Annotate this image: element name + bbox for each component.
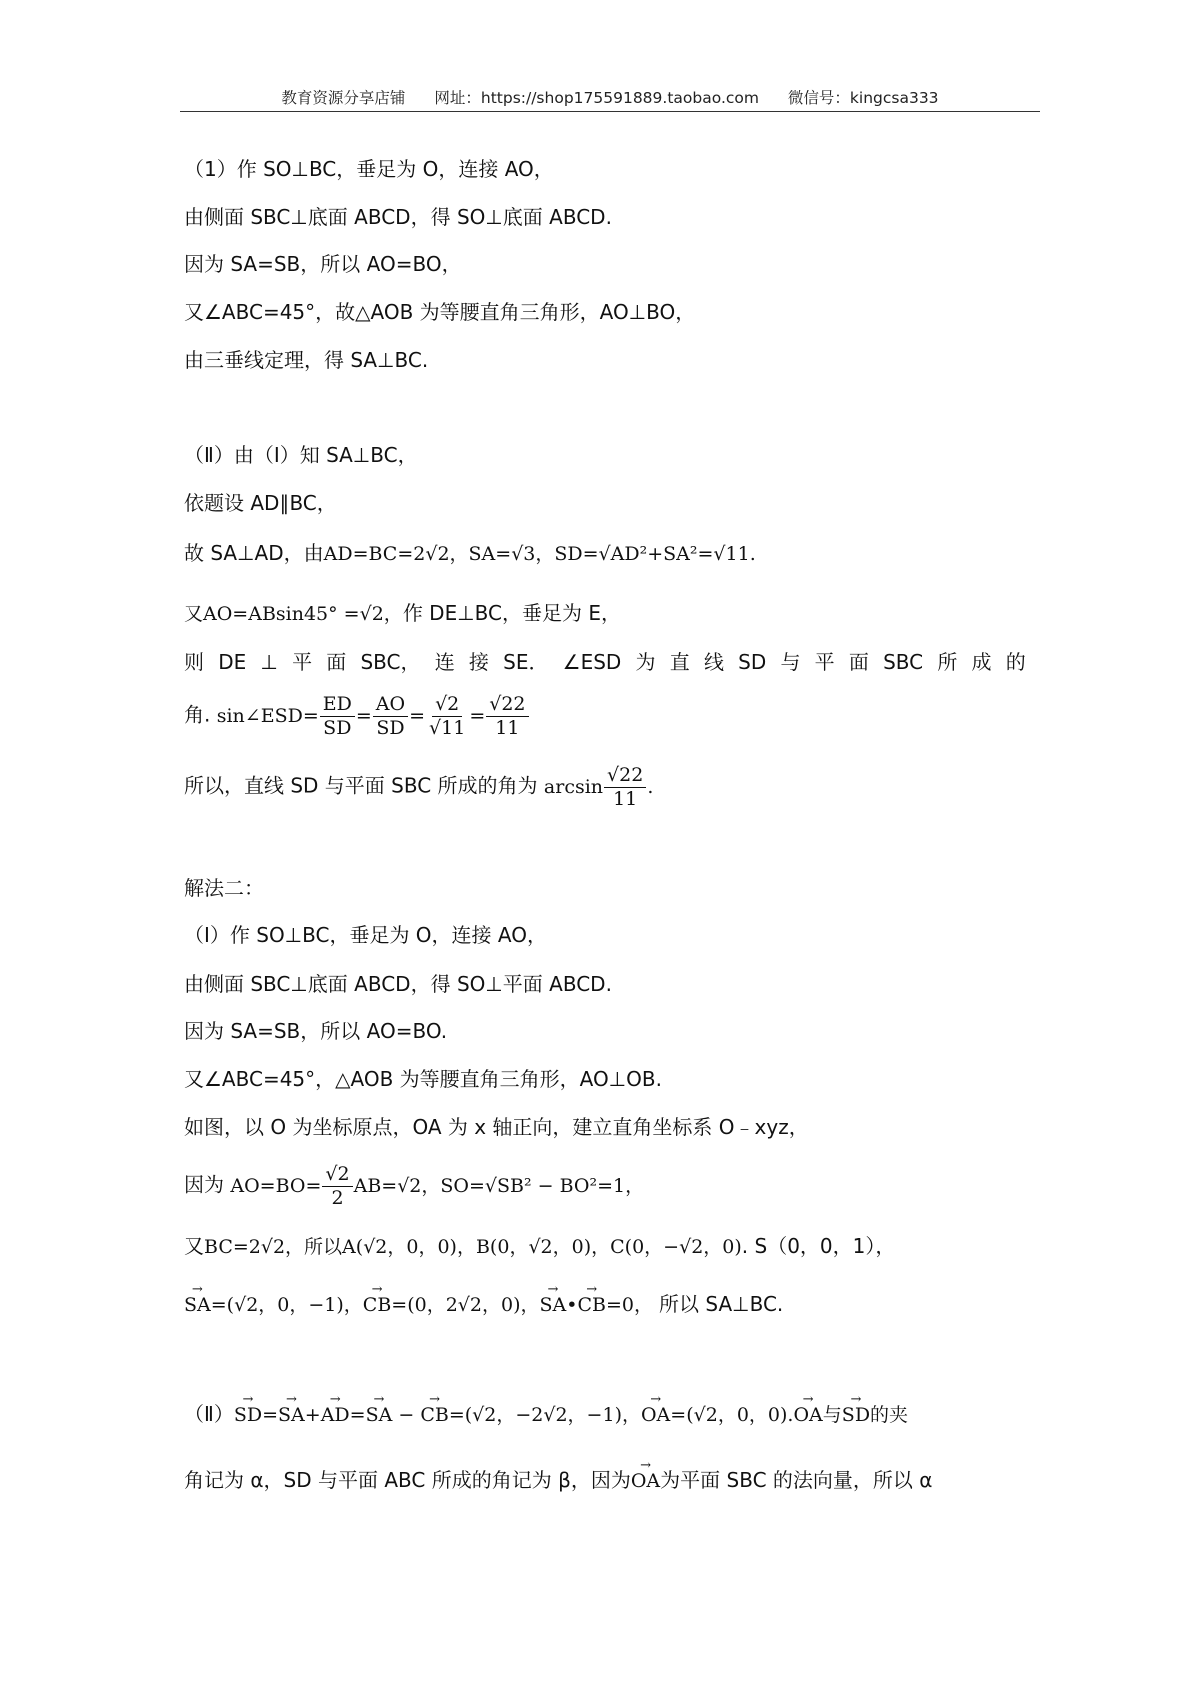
text-line — [184, 1400, 908, 1429]
formula: BC=2√2，所以A(√2，0，0)，B(0，√2，0)，C(0，−√2，0) — [204, 1236, 742, 1258]
line-text: 角. — [184, 702, 211, 727]
denominator: 11 — [495, 717, 520, 739]
word: 直 — [669, 650, 690, 674]
word: DE — [218, 650, 247, 674]
fraction — [604, 766, 646, 809]
word: ∠ESD — [562, 650, 622, 674]
denominator: 11 — [613, 788, 638, 810]
formula-text: AB=√2，SO=√SB² − BO²=1， — [353, 1174, 645, 1197]
word: 连 — [434, 650, 455, 674]
line-text: （Ⅱ） — [184, 1402, 234, 1426]
word: 平 — [292, 650, 313, 674]
vector: → CB — [577, 1291, 606, 1319]
text-line: 如图，以 O 为坐标原点，OA 为 x 轴正向，建立直角坐标系 O﹣xyz， — [184, 1115, 809, 1139]
line-text: . S（0，0，1）， — [741, 1234, 896, 1258]
text-line — [184, 1232, 895, 1261]
formula-text: • — [566, 1294, 578, 1316]
word: SBC， — [360, 650, 421, 674]
line-text: 作 DE⊥BC，垂足为 E， — [402, 601, 621, 625]
header-wechat: 微信号：kingcsa333 — [787, 89, 939, 107]
formula — [543, 764, 654, 810]
text-line — [184, 1165, 644, 1208]
line-text: 故 SA⊥AD，由 — [184, 541, 324, 565]
fraction — [486, 695, 528, 738]
word: 的 — [1005, 650, 1026, 674]
word: 所 — [937, 650, 958, 674]
word: 成 — [971, 650, 992, 674]
word: 则 — [184, 650, 204, 674]
text-line: （Ⅰ）作 SO⊥BC，垂足为 O，连接 AO， — [184, 923, 547, 947]
text-line: 又∠ABC=45°，故△AOB 为等腰直角三角形，AO⊥BO， — [184, 300, 696, 324]
formula — [230, 1163, 645, 1209]
text-line: （Ⅱ）由（Ⅰ）知 SA⊥BC， — [184, 443, 418, 467]
numerator: √2 — [432, 695, 462, 717]
word: 与 — [780, 650, 801, 674]
numerator: √22 — [604, 766, 646, 788]
formula-text: arcsin — [543, 775, 604, 798]
header-url: 网址：https://shop175591889.taobao.com — [434, 89, 759, 107]
text-line: 由三垂线定理，得 SA⊥BC. — [184, 348, 429, 372]
text-line — [184, 1290, 783, 1319]
formula — [184, 1294, 659, 1316]
header-divider — [180, 111, 1040, 112]
numerator: AO — [373, 695, 408, 717]
formula-text: . — [647, 775, 654, 798]
text-line: （1）作 SO⊥BC，垂足为 O，连接 AO， — [184, 157, 554, 181]
text-line — [184, 599, 621, 628]
text-line — [184, 695, 530, 738]
formula: AD=BC=2√2，SA=√3，SD=√AD²+SA²=√11. — [323, 543, 756, 565]
formula-text: =(√2，0，0). — [670, 1404, 794, 1426]
line-text: 角记为 α，SD 与平面 ABC 所成的角记为 β，因为 — [184, 1468, 631, 1492]
formula-text: sin∠ESD= — [216, 704, 319, 727]
formula-text: =(√2，−2√2，−1)， — [448, 1404, 641, 1426]
vector: → OA — [631, 1467, 660, 1495]
formula-text: − — [392, 1404, 421, 1426]
formula: 又AO=ABsin45° =√2， — [184, 603, 403, 625]
fraction — [373, 695, 408, 738]
formula-text: =0， — [605, 1294, 653, 1316]
line-text: 为平面 SBC 的法向量，所以 α — [660, 1468, 933, 1492]
vector: → OA — [793, 1401, 822, 1429]
formula-text: = — [262, 1404, 279, 1426]
vector: → SA — [184, 1291, 211, 1319]
line-text: 因为 — [184, 1172, 224, 1197]
fraction — [322, 1165, 352, 1208]
word: SE． — [503, 650, 549, 674]
text-line: 依题设 AD∥BC， — [184, 491, 337, 515]
text-line: 又∠ABC=45°，△AOB 为等腰直角三角形，AO⊥OB. — [184, 1067, 662, 1091]
numerator: √22 — [486, 695, 528, 717]
formula: sin∠ESD= $\frac{ED}{SD}$ = $\frac{AO}{SD}$ = $\frac{√2}{√11}$ = $\frac{√22}{11}$ — [217, 705, 530, 727]
section-heading: 解法二： — [184, 876, 264, 900]
line-text: 所以 SA⊥BC. — [659, 1292, 784, 1316]
text-line: 因为 SA=SB，所以 AO=BO. — [184, 1019, 448, 1043]
vector: → SA — [278, 1401, 305, 1429]
word: SD — [738, 650, 767, 674]
word: 接 — [468, 650, 489, 674]
numerator: √2 — [322, 1165, 352, 1187]
formula-text: AO=BO= — [230, 1174, 322, 1197]
denominator: √11 — [429, 717, 466, 739]
denominator: SD — [323, 717, 352, 739]
formula-text: 的夹 — [870, 1404, 909, 1426]
vector: → OA — [641, 1401, 670, 1429]
formula — [234, 1404, 908, 1426]
formula-text: =(√2，0，−1)， — [210, 1294, 363, 1316]
page-header — [180, 86, 1040, 108]
vector: → CB — [363, 1291, 392, 1319]
vector: → SD — [234, 1401, 262, 1429]
text-line — [184, 539, 756, 568]
word: 线 — [703, 650, 724, 674]
text-line: 因为 SA=SB，所以 AO=BO， — [184, 252, 462, 276]
fraction — [320, 695, 355, 738]
vector: → SD — [842, 1401, 870, 1429]
vector: → SA — [366, 1401, 393, 1429]
formula-text: =(0，2√2，0)， — [391, 1294, 540, 1316]
header-shop: 教育资源分享店铺 — [281, 89, 406, 107]
text-line — [184, 766, 653, 809]
text-line: 由侧面 SBC⊥底面 ABCD，得 SO⊥平面 ABCD. — [184, 972, 612, 996]
denominator: SD — [376, 717, 405, 739]
denominator: 2 — [331, 1187, 344, 1209]
vector: → AD — [321, 1401, 350, 1429]
formula-text: 与 — [822, 1404, 842, 1426]
numerator: ED — [320, 695, 355, 717]
justified-line — [184, 648, 1026, 676]
vector: → SA — [540, 1291, 567, 1319]
word: 面 — [326, 650, 347, 674]
word: 平 — [814, 650, 835, 674]
vector: → CB — [420, 1401, 449, 1429]
line-text: 又 — [184, 1234, 204, 1258]
text-line — [184, 1466, 932, 1495]
formula-text: = — [349, 1404, 366, 1426]
text-line: 由侧面 SBC⊥底面 ABCD，得 SO⊥底面 ABCD. — [184, 205, 612, 229]
word: ⊥ — [260, 650, 278, 674]
word: 为 — [635, 650, 656, 674]
word: SBC — [883, 650, 924, 674]
line-text: 所以，直线 SD 与平面 SBC 所成的角为 — [184, 773, 538, 798]
fraction — [426, 695, 468, 738]
word: 面 — [848, 650, 869, 674]
formula-text: + — [304, 1404, 321, 1426]
